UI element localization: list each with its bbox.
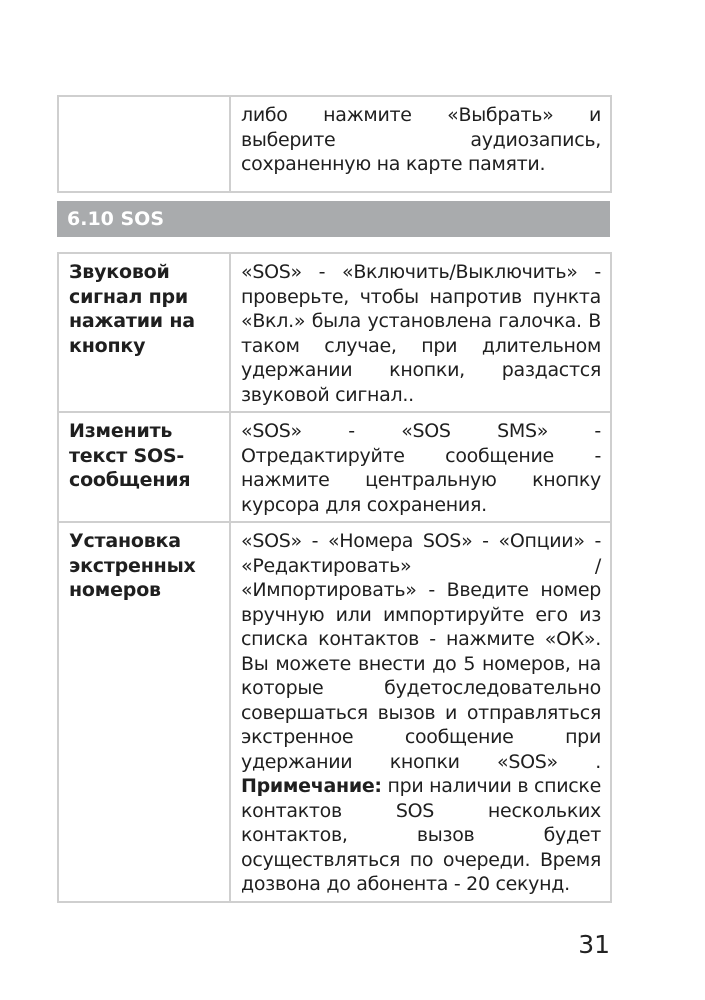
continuation-table xyxy=(57,95,612,193)
table-row xyxy=(58,96,611,192)
row-description: «SOS» - «SOS SMS» - Отредактируйте сообщение - нажмите центральную кнопку курсора для сохранения. xyxy=(230,412,611,522)
row-label: Звуковой сигнал при нажатии на кнопку xyxy=(58,253,230,412)
sos-settings-table xyxy=(57,252,612,903)
row-label: Установка экстренных номеров xyxy=(58,522,230,902)
continued-description: либо нажмите «Выбрать» и выберите аудиозапись, сохраненную на карте памяти. xyxy=(230,96,611,192)
page-number: 31 xyxy=(578,930,610,959)
row-description: «SOS» - «Включить/Выключить» - проверьте, чтобы напротив пункта «Вкл.» была установлена галочка. В таком случае, при длительном удержании кнопки, раздастся звуковой сигнал.. xyxy=(230,253,611,412)
empty-label-cell xyxy=(58,96,230,192)
table-row xyxy=(58,253,611,412)
row-description-with-note xyxy=(230,522,611,902)
note-label: Примечание: xyxy=(241,775,382,797)
section-title: 6.10 SOS xyxy=(67,208,165,230)
row-label: Изменить текст SOS-сообщения xyxy=(58,412,230,522)
row-description: «SOS» - «Номера SOS» - «Опции» - «Редактировать» / «Импортировать» - Введите номер вручную или импортируйте его из списка контактов - нажмите «ОК». Вы можете внести до 5 номеров, на которые будетоследовательно совершаться вызов и отправляться экстренное сообщение при удержании кнопки «SOS» . xyxy=(241,530,601,773)
table-row xyxy=(58,412,611,522)
note-text: при наличии в списке контактов SOS нескольких контактов, вызов будет осуществляться по очереди. Время дозвона до абонента - 20 секунд. xyxy=(241,775,601,895)
section-header xyxy=(57,201,610,237)
table-row xyxy=(58,522,611,902)
